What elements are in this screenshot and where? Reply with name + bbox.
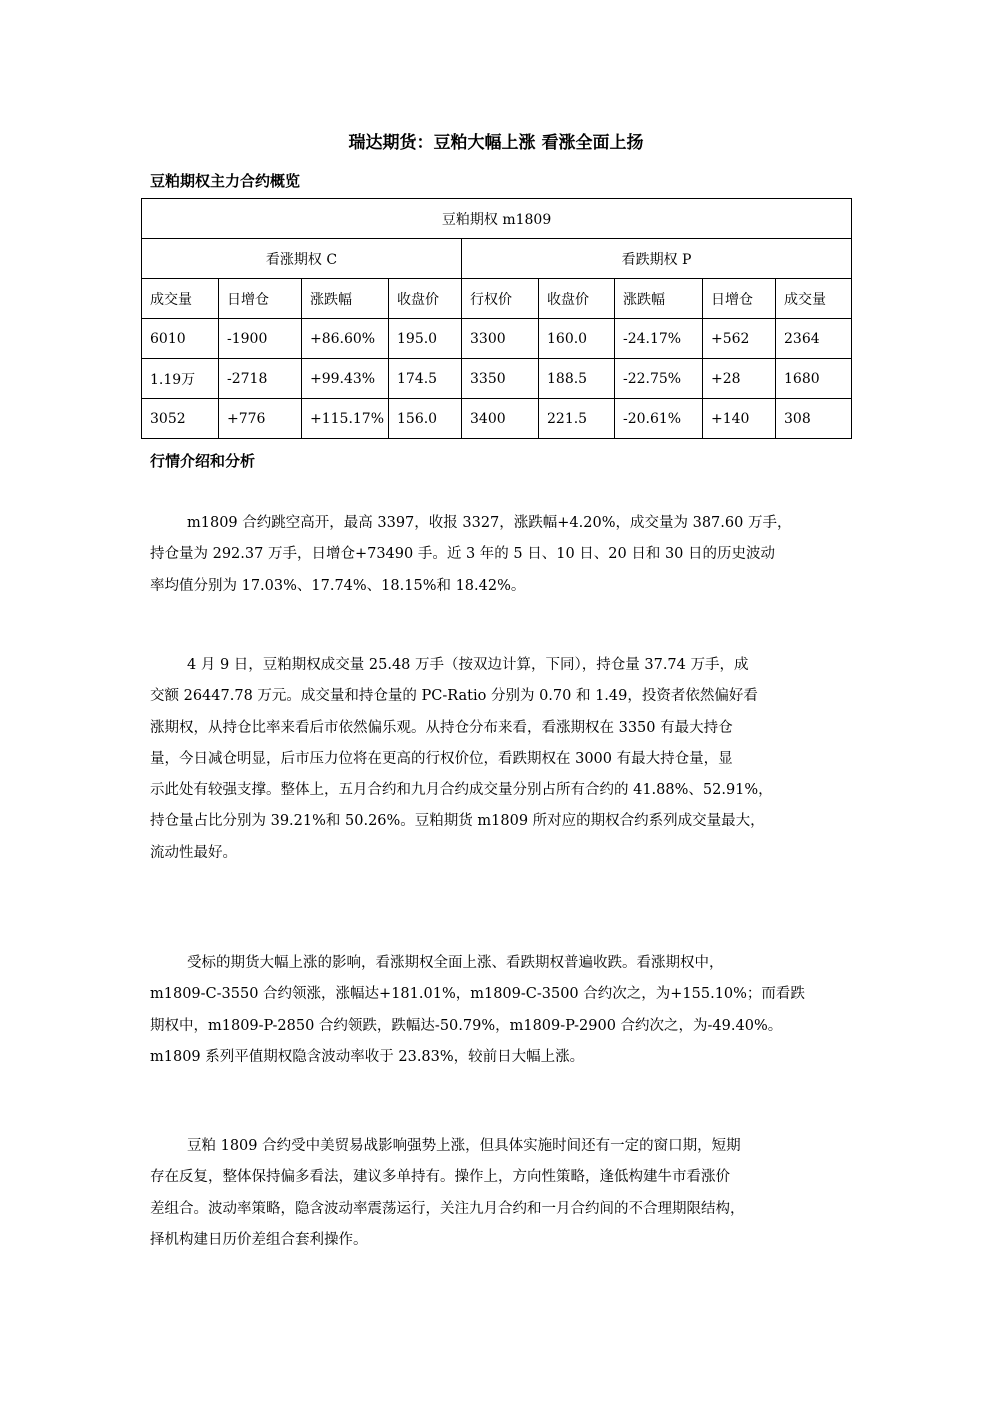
paragraph-line: m1809-C-3550 合约领涨，涨幅达+181.01%，m1809-C-3500 合约次之，为+155.10%；而看跌 <box>150 986 805 1003</box>
table-cell: 1.19万 <box>142 359 219 399</box>
paragraph-line: 期权中，m1809-P-2850 合约领跌，跌幅达-50.79%，m1809-P-2900 合约次之，为-49.40%。 <box>150 1017 783 1034</box>
table-cell: 1680 <box>776 359 852 399</box>
paragraph-line: m1809 合约跳空高开，最高 3397，收报 3327，涨跌幅+4.20%，成交量为 387.60 万手， <box>187 515 792 531</box>
section-heading-analysis: 行情介绍和分析 <box>150 452 256 470</box>
column-header: 成交量 <box>142 279 219 319</box>
analysis-paragraph <box>150 508 845 602</box>
table-caption-row <box>142 199 852 239</box>
section-heading-overview: 豆粕期权主力合约概览 <box>150 172 301 190</box>
table-cell: -22.75% <box>615 359 703 399</box>
options-overview-table <box>141 198 852 439</box>
paragraph-line: 率均值分别为 17.03%、17.74%、18.15%和 18.42%。 <box>150 577 526 594</box>
table-cell: 188.5 <box>539 359 615 399</box>
table-cell: 160.0 <box>539 319 615 359</box>
paragraph-line: 差组合。波动率策略，隐含波动率震荡运行，关注九月合约和一月合约间的不合理期限结构， <box>150 1200 745 1217</box>
column-header: 收盘价 <box>389 279 462 319</box>
table-row <box>142 399 852 439</box>
paragraph-line: 涨期权，从持仓比率来看后市依然偏乐观。从持仓分布来看，看涨期权在 3350 有最大持仓 <box>150 719 733 736</box>
table-group-row <box>142 239 852 279</box>
table-cell: +86.60% <box>302 319 389 359</box>
paragraph-line: 持仓量为 292.37 万手，日增仓+73490 手。近 3 年的 5 日、10 日、20 日和 30 日的历史波动 <box>150 546 776 563</box>
table-cell: 2364 <box>776 319 852 359</box>
column-header: 行权价 <box>462 279 539 319</box>
table-cell: 6010 <box>142 319 219 359</box>
analysis-paragraph <box>150 650 845 869</box>
column-header: 成交量 <box>776 279 852 319</box>
put-options-header: 看跌期权 P <box>462 239 852 279</box>
table-cell: 3400 <box>462 399 539 439</box>
table-cell: +140 <box>703 399 776 439</box>
paragraph-line: 量，今日减仓明显，后市压力位将在更高的行权价位，看跌期权在 3000 有最大持仓量，显 <box>150 750 733 767</box>
table-cell: +99.43% <box>302 359 389 399</box>
column-header: 涨跌幅 <box>302 279 389 319</box>
column-header: 收盘价 <box>539 279 615 319</box>
table-cell: 3350 <box>462 359 539 399</box>
table-cell: 3052 <box>142 399 219 439</box>
table-cell: 195.0 <box>389 319 462 359</box>
document-title: 瑞达期货：豆粕大幅上涨 看涨全面上扬 <box>348 133 644 153</box>
table-cell: 3300 <box>462 319 539 359</box>
table-cell: 221.5 <box>539 399 615 439</box>
table-row <box>142 319 852 359</box>
table-row <box>142 359 852 399</box>
column-header: 日增仓 <box>219 279 302 319</box>
table-caption: 豆粕期权 m1809 <box>142 199 852 239</box>
analysis-paragraph <box>150 948 845 1073</box>
column-header: 日增仓 <box>703 279 776 319</box>
table-cell: +562 <box>703 319 776 359</box>
table-cell: -1900 <box>219 319 302 359</box>
paragraph-line: 持仓量占比分别为 39.21%和 50.26%。豆粕期货 m1809 所对应的期权合约系列成交量最大， <box>150 813 765 830</box>
table-cell: 156.0 <box>389 399 462 439</box>
paragraph-line: 流动性最好。 <box>150 844 237 861</box>
paragraph-line: 交额 26447.78 万元。成交量和持仓量的 PC-Ratio 分别为 0.70 和 1.49，投资者依然偏好看 <box>150 688 758 705</box>
table-cell: +28 <box>703 359 776 399</box>
table-cell: -24.17% <box>615 319 703 359</box>
paragraph-line: 存在反复，整体保持偏多看法，建议多单持有。操作上，方向性策略，逢低构建牛市看涨价 <box>150 1169 730 1186</box>
column-header: 涨跌幅 <box>615 279 703 319</box>
analysis-paragraph <box>150 1131 845 1256</box>
paragraph-line: 受标的期货大幅上涨的影响，看涨期权全面上涨、看跌期权普遍收跌。看涨期权中， <box>187 955 724 971</box>
paragraph-line: m1809 系列平值期权隐含波动率收于 23.83%，较前日大幅上涨。 <box>150 1048 585 1065</box>
call-options-header: 看涨期权 C <box>142 239 462 279</box>
table-cell: +115.17% <box>302 399 389 439</box>
paragraph-line: 示此处有较强支撑。整体上，五月合约和九月合约成交量分别占所有合约的 41.88%、52.91%， <box>150 782 773 799</box>
table-cell: +776 <box>219 399 302 439</box>
table-cell: -2718 <box>219 359 302 399</box>
table-cell: -20.61% <box>615 399 703 439</box>
table-cell: 174.5 <box>389 359 462 399</box>
table-header-row <box>142 279 852 319</box>
table-cell: 308 <box>776 399 852 439</box>
paragraph-line: 豆粕 1809 合约受中美贸易战影响强势上涨，但具体实施时间还有一定的窗口期，短期 <box>187 1138 741 1154</box>
paragraph-line: 4 月 9 日，豆粕期权成交量 25.48 万手（按双边计算，下同），持仓量 37.74 万手，成 <box>187 657 749 673</box>
paragraph-line: 择机构建日历价差组合套利操作。 <box>150 1231 368 1248</box>
